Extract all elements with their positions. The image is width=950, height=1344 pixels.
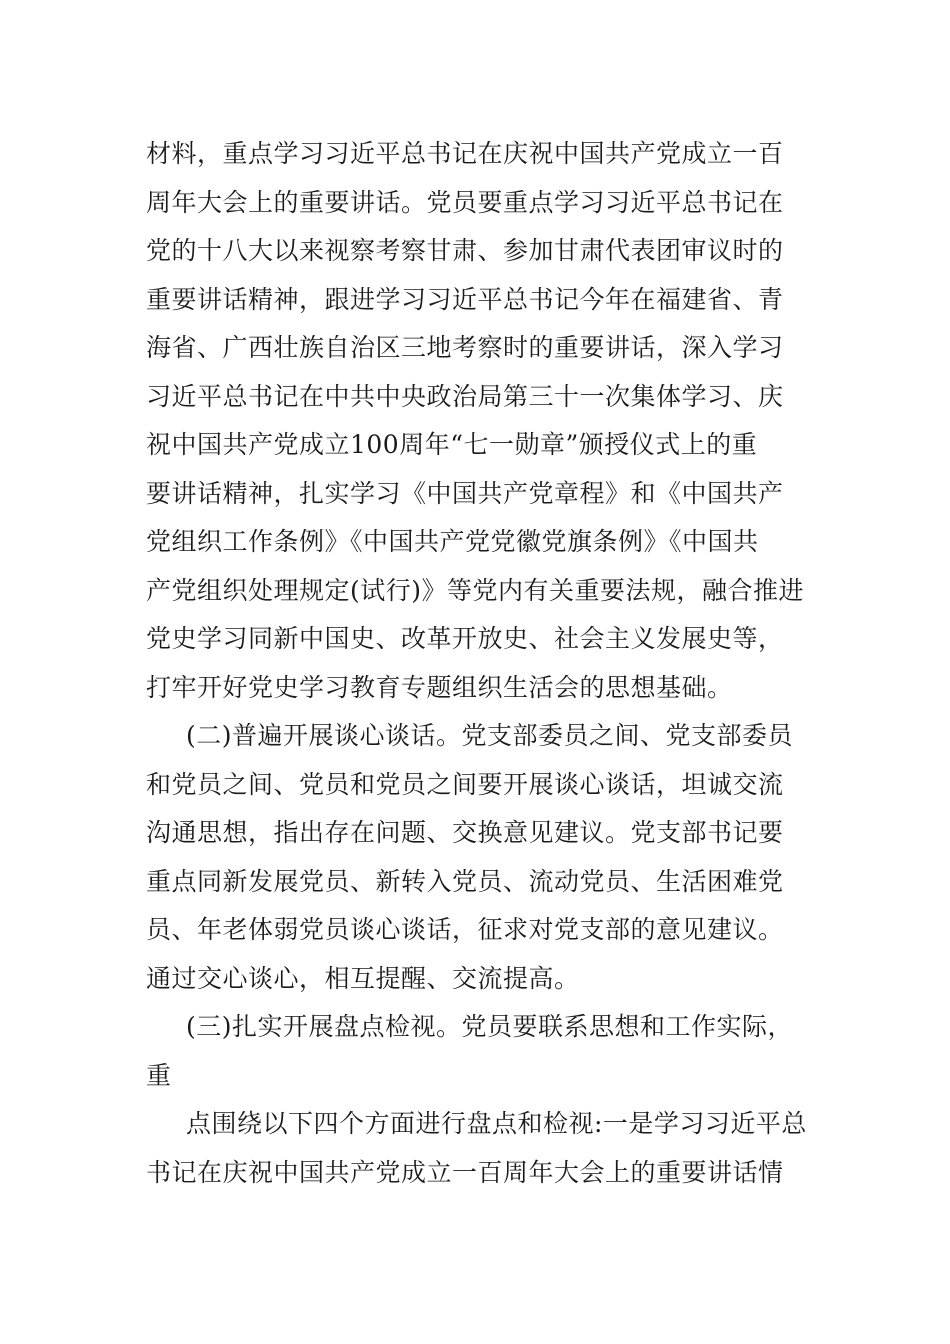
paragraph-3-first-line: (三)扎实开展盘点检视。党员要联系思想和工作实际， xyxy=(186,1012,794,1041)
text-line: 重要讲话精神，跟进学习习近平总书记今年在福建省、青 xyxy=(146,284,784,314)
text-line: 党组织工作条例》《中国共产党党徽党旗条例》《中国共 xyxy=(146,527,759,556)
paragraph-4-first-line: 点围绕以下四个方面进行盘点和检视:一是学习习近平总 xyxy=(186,1109,807,1138)
text-line: 习近平总书记在中共中央政治局第三十一次集体学习、庆 xyxy=(146,381,784,411)
text-line: 周年大会上的重要讲话。党员要重点学习习近平总书记在 xyxy=(146,187,784,217)
text-line: 党史学习同新中国史、改革开放史、社会主义发展史等， xyxy=(146,624,784,653)
text-line: 党的十八大以来视察考察甘肃、参加甘肃代表团审议时的 xyxy=(146,236,784,265)
text-line: 员、年老体弱党员谈心谈话，征求对党支部的意见建议。 xyxy=(146,915,784,944)
text-line: 要讲话精神，扎实学习《中国共产党章程》和《中国共产 xyxy=(146,478,784,508)
text-line: 打牢开好党史学习教育专题组织生活会的思想基础。 xyxy=(146,672,733,702)
text-line: 产党组织处理规定(试行)》等党内有关重要法规，融合推进 xyxy=(146,575,805,605)
text-line: 沟通思想，指出存在问题、交换意见建议。党支部书记要 xyxy=(146,818,784,847)
text-line: 海省、广西壮族自治区三地考察时的重要讲话，深入学习 xyxy=(146,333,784,362)
text-line: 通过交心谈心，相互提醒、交流提高。 xyxy=(146,963,580,993)
paragraph-2-first-line: (二)普遍开展谈心谈话。党支部委员之间、党支部委员 xyxy=(186,721,794,750)
text-line: 材料，重点学习习近平总书记在庆祝中国共产党成立一百 xyxy=(146,139,784,168)
text-line: 和党员之间、党员和党员之间要开展谈心谈话，坦诚交流 xyxy=(146,769,784,799)
text-line: 书记在庆祝中国共产党成立一百周年大会上的重要讲话情 xyxy=(146,1157,784,1187)
document-body xyxy=(146,130,808,1197)
text-line: 重点同新发展党员、新转入党员、流动党员、生活困难党 xyxy=(146,866,784,896)
text-line: 祝中国共产党成立100周年“七一勋章”颁授仪式上的重 xyxy=(146,430,758,459)
text-line: 重 xyxy=(146,1060,172,1090)
